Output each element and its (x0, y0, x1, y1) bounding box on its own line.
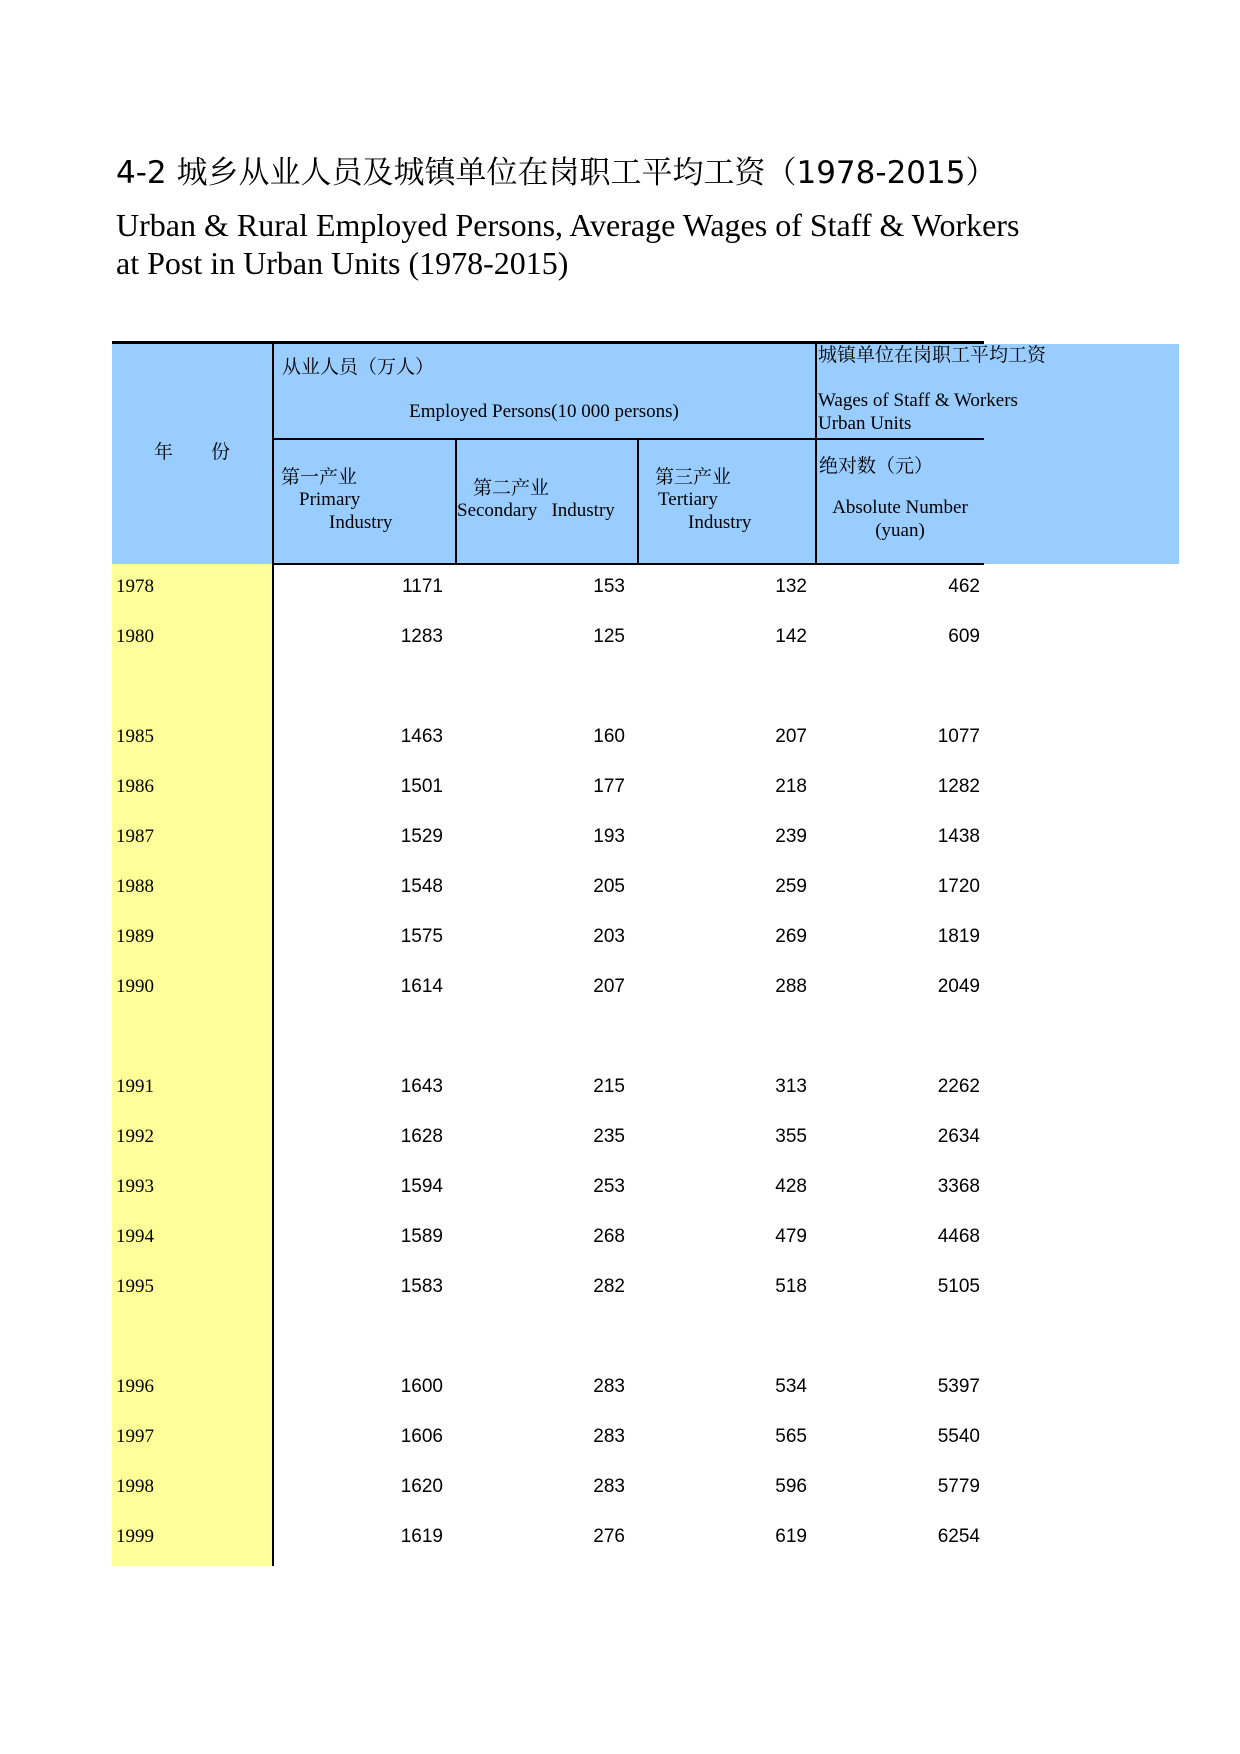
row-primary-employed: 1548 (400, 876, 443, 897)
row-primary-employed: 1614 (400, 976, 443, 997)
row-year: 1990 (116, 976, 154, 997)
row-year: 1989 (116, 926, 154, 947)
secondary-header-cn: 第二产业 (473, 478, 550, 499)
row-year: 1994 (116, 1226, 154, 1247)
table-title-english-line1: Urban & Rural Employed Persons, Average Wages of Staff & Workers (116, 207, 1020, 243)
row-year: 1993 (116, 1176, 154, 1197)
row-tertiary-employed: 428 (775, 1176, 807, 1197)
row-primary-employed: 1643 (400, 1076, 443, 1097)
row-primary-employed: 1600 (400, 1376, 443, 1397)
row-primary-employed: 1283 (400, 626, 443, 647)
row-primary-employed: 1606 (400, 1426, 443, 1447)
row-tertiary-employed: 142 (775, 626, 807, 647)
row-year: 1996 (116, 1376, 154, 1397)
row-average-wage: 1438 (937, 826, 980, 847)
table-title-english-line2: at Post in Urban Units (1978-2015) (116, 245, 569, 281)
row-tertiary-employed: 259 (775, 876, 807, 897)
row-primary-employed: 1628 (400, 1126, 443, 1147)
row-secondary-employed: 235 (593, 1126, 625, 1147)
row-tertiary-employed: 239 (775, 826, 807, 847)
wages-header-cn: 城镇单位在岗职工平均工资 (818, 345, 1047, 366)
row-year: 1988 (116, 876, 154, 897)
row-primary-employed: 1619 (400, 1526, 443, 1547)
primary-header-en-line1: Primary (299, 489, 361, 510)
row-tertiary-employed: 596 (775, 1476, 807, 1497)
row-secondary-employed: 276 (593, 1526, 625, 1547)
row-year: 1985 (116, 726, 154, 747)
row-tertiary-employed: 479 (775, 1226, 807, 1247)
secondary-header-en: Secondary Industry (457, 500, 615, 521)
primary-header-en-line2: Industry (329, 512, 393, 533)
row-average-wage: 1819 (937, 926, 980, 947)
row-primary-employed: 1620 (400, 1476, 443, 1497)
row-average-wage: 5540 (937, 1426, 980, 1447)
row-secondary-employed: 193 (593, 826, 625, 847)
row-year: 1992 (116, 1126, 154, 1147)
row-primary-employed: 1583 (400, 1276, 443, 1297)
row-primary-employed: 1171 (402, 576, 443, 597)
row-tertiary-employed: 355 (775, 1126, 807, 1147)
employed-header-cn: 从业人员（万人） (282, 357, 435, 378)
row-secondary-employed: 215 (593, 1076, 625, 1097)
row-secondary-employed: 283 (593, 1426, 625, 1447)
absolute-header-cn: 绝对数（元） (819, 456, 934, 477)
table-title-chinese: 4-2 城乡从业人员及城镇单位在岗职工平均工资（1978-2015） (116, 155, 997, 191)
row-average-wage: 6254 (937, 1526, 980, 1547)
row-year: 1980 (116, 626, 154, 647)
row-tertiary-employed: 313 (775, 1076, 807, 1097)
row-year: 1991 (116, 1076, 154, 1097)
row-secondary-employed: 283 (593, 1476, 625, 1497)
primary-header-cn: 第一产业 (281, 467, 358, 488)
row-average-wage: 2049 (937, 976, 980, 997)
row-average-wage: 1282 (937, 776, 980, 797)
row-tertiary-employed: 619 (775, 1526, 807, 1547)
row-primary-employed: 1594 (400, 1176, 443, 1197)
row-secondary-employed: 203 (593, 926, 625, 947)
wages-header-en-line1: Wages of Staff & Workers (818, 390, 1018, 411)
row-secondary-employed: 153 (593, 576, 625, 597)
header-top-rule (112, 341, 984, 344)
row-primary-employed: 1575 (400, 926, 443, 947)
table-title-english (116, 206, 1020, 282)
row-average-wage: 4468 (937, 1226, 980, 1247)
row-year: 1987 (116, 826, 154, 847)
row-secondary-employed: 177 (593, 776, 625, 797)
row-average-wage: 5397 (937, 1376, 980, 1397)
row-average-wage: 5779 (937, 1476, 980, 1497)
row-average-wage: 609 (948, 626, 980, 647)
row-secondary-employed: 282 (593, 1276, 625, 1297)
row-year: 1986 (116, 776, 154, 797)
row-secondary-employed: 283 (593, 1376, 625, 1397)
row-secondary-employed: 125 (593, 626, 625, 647)
row-secondary-employed: 253 (593, 1176, 625, 1197)
row-tertiary-employed: 207 (775, 726, 807, 747)
row-year: 1999 (116, 1526, 154, 1547)
year-header: 年 份 (153, 442, 230, 463)
row-year: 1998 (116, 1476, 154, 1497)
row-year: 1995 (116, 1276, 154, 1297)
row-average-wage: 462 (948, 576, 980, 597)
year-column-background (112, 564, 273, 1566)
row-average-wage: 5105 (937, 1276, 980, 1297)
row-primary-employed: 1589 (400, 1226, 443, 1247)
header-middle-rule (273, 438, 984, 440)
row-average-wage: 2262 (937, 1076, 980, 1097)
row-primary-employed: 1501 (400, 776, 443, 797)
row-tertiary-employed: 132 (775, 576, 807, 597)
row-year: 1978 (116, 576, 154, 597)
absolute-header-en-line1: Absolute Number (832, 497, 968, 518)
wages-header-en-line2: Urban Units (818, 413, 912, 434)
row-tertiary-employed: 518 (775, 1276, 807, 1297)
tertiary-header-en-line2: Industry (688, 512, 752, 533)
secondary-tertiary-divider (637, 439, 639, 564)
row-tertiary-employed: 218 (775, 776, 807, 797)
row-tertiary-employed: 534 (775, 1376, 807, 1397)
row-secondary-employed: 205 (593, 876, 625, 897)
row-average-wage: 2634 (937, 1126, 980, 1147)
row-year: 1997 (116, 1426, 154, 1447)
row-primary-employed: 1463 (400, 726, 443, 747)
tertiary-header-en-line1: Tertiary (658, 489, 718, 510)
row-tertiary-employed: 288 (775, 976, 807, 997)
row-tertiary-employed: 269 (775, 926, 807, 947)
year-column-divider (272, 344, 274, 1566)
row-average-wage: 3368 (937, 1176, 980, 1197)
header-bottom-rule (273, 563, 984, 565)
employed-header-en: Employed Persons(10 000 persons) (409, 401, 679, 422)
row-average-wage: 1720 (937, 876, 980, 897)
row-average-wage: 1077 (937, 726, 980, 747)
row-tertiary-employed: 565 (775, 1426, 807, 1447)
absolute-header-en-line2: (yuan) (875, 520, 925, 541)
tertiary-header-cn: 第三产业 (655, 467, 732, 488)
row-secondary-employed: 268 (593, 1226, 625, 1247)
row-secondary-employed: 160 (593, 726, 625, 747)
row-secondary-employed: 207 (593, 976, 625, 997)
row-primary-employed: 1529 (400, 826, 443, 847)
